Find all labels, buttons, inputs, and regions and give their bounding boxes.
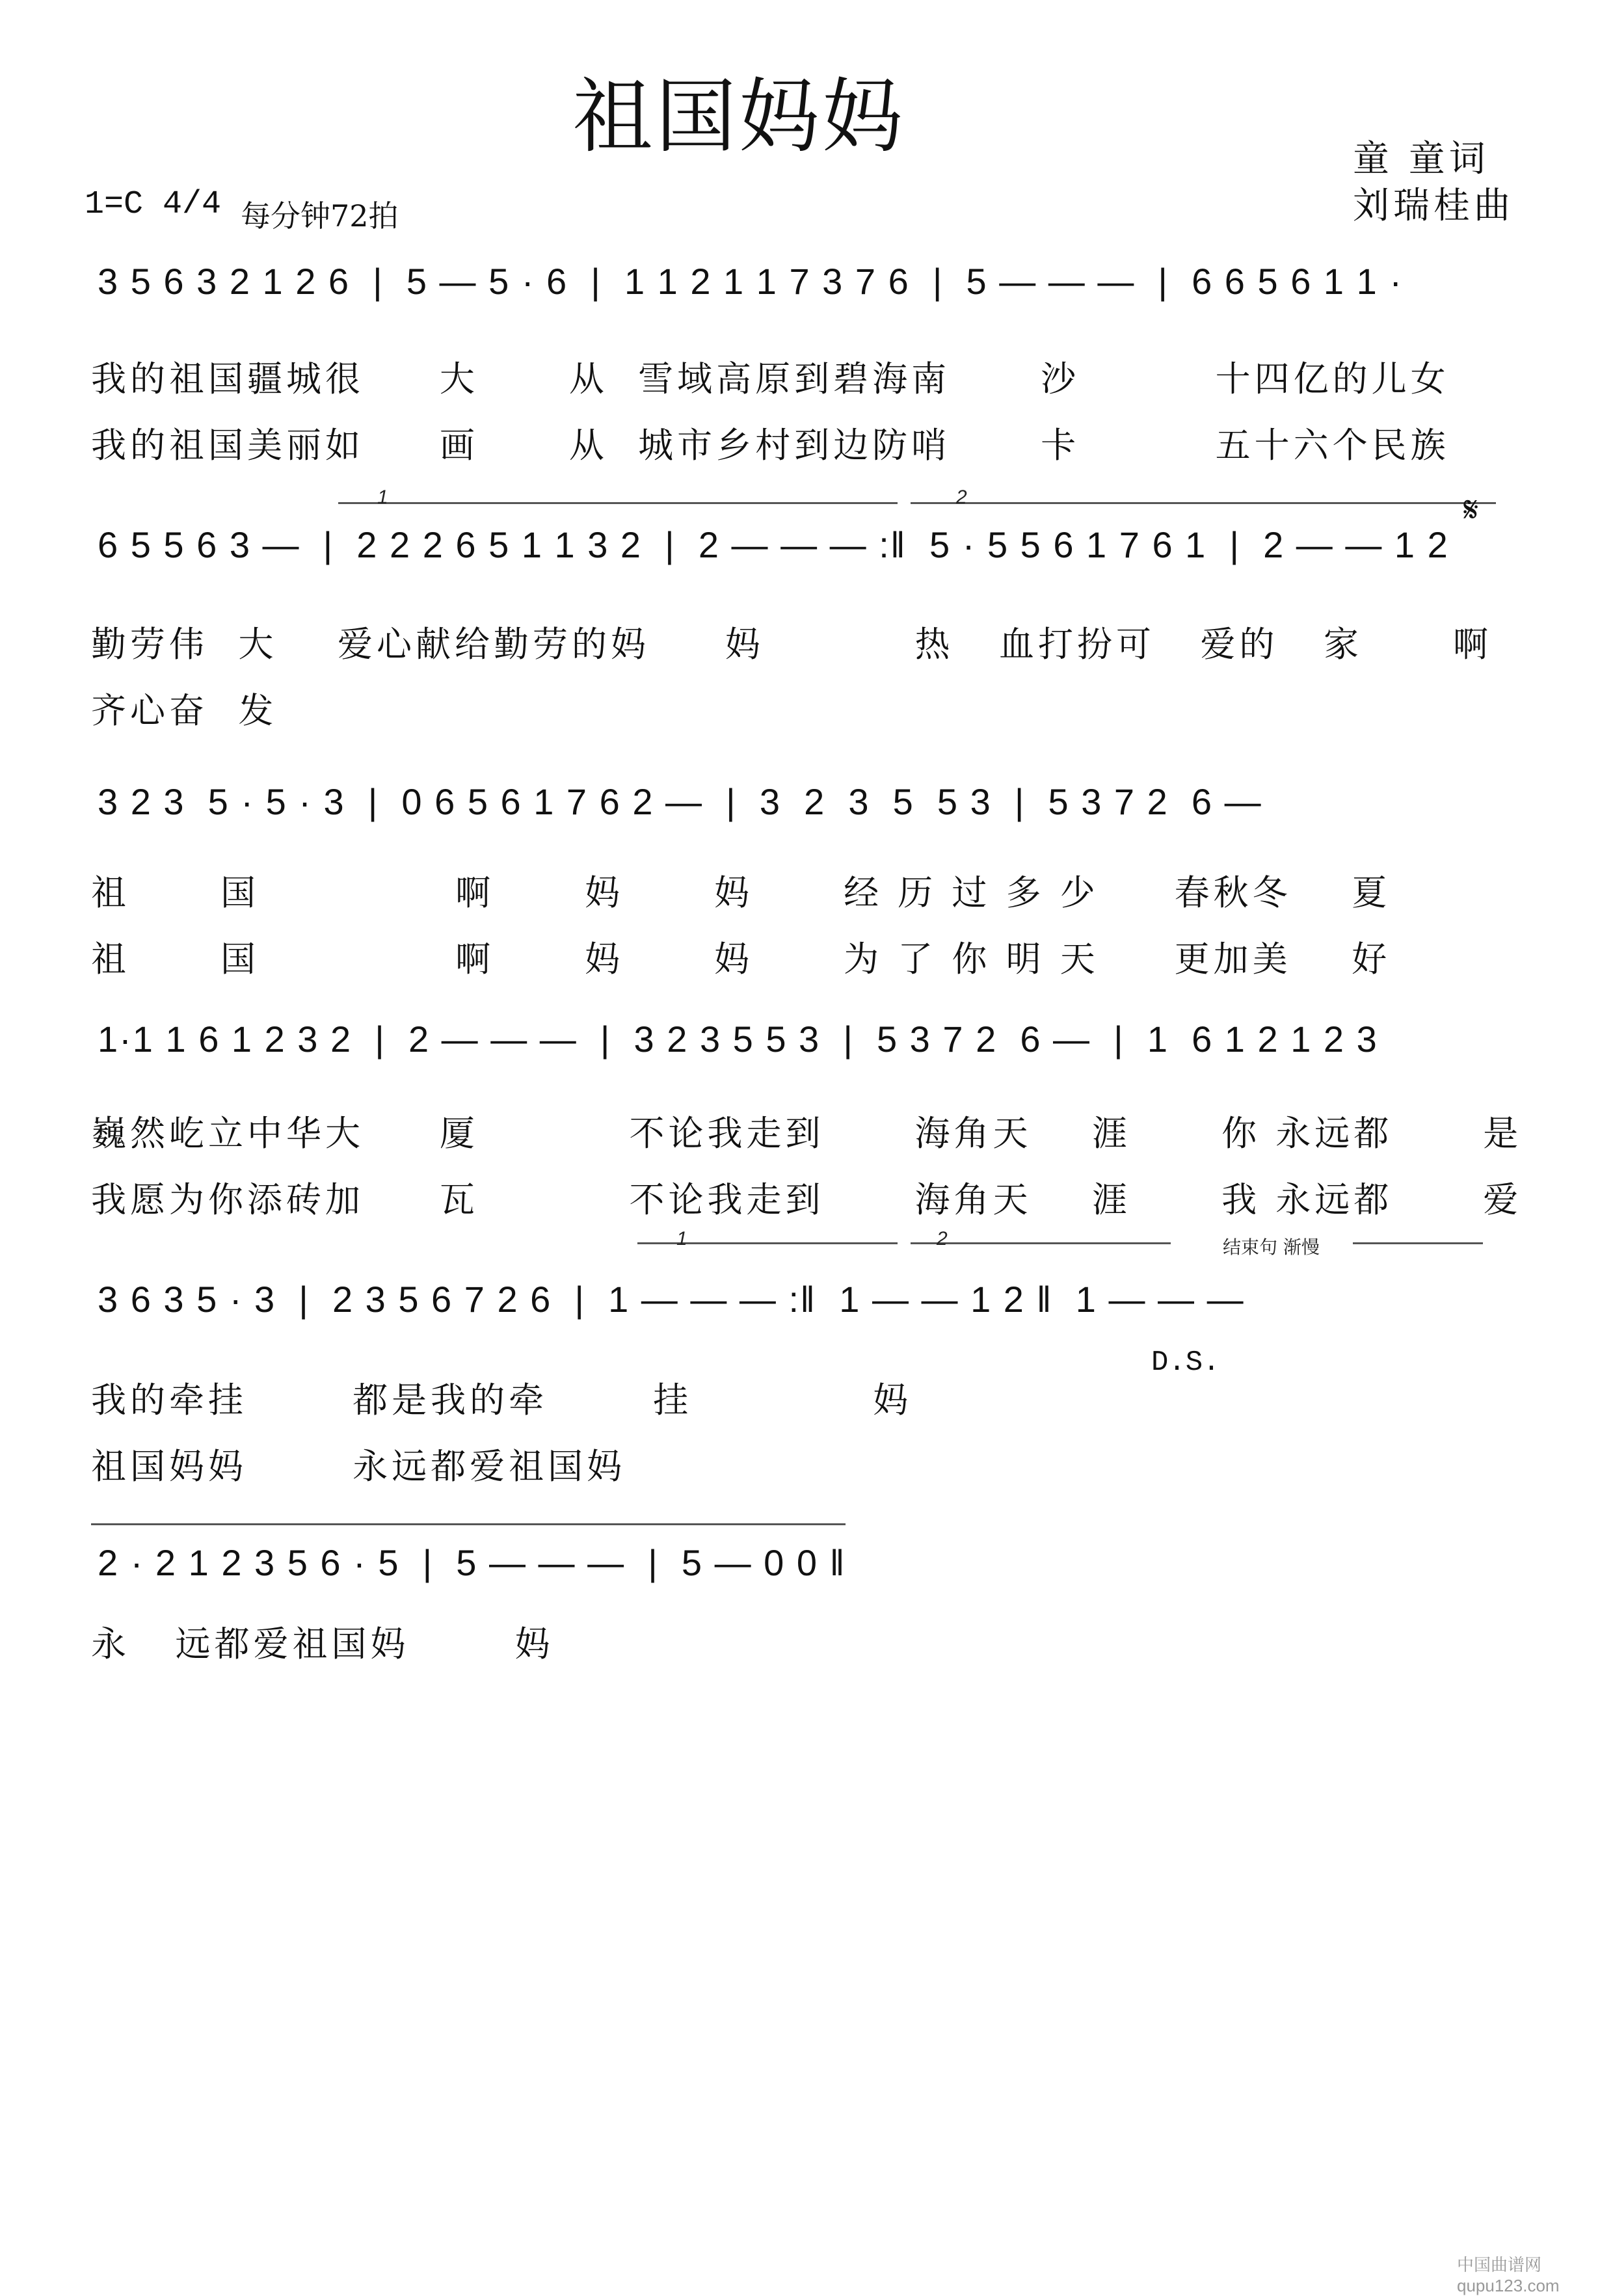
volta-1-label: 1	[377, 487, 388, 508]
composer-credit: 刘瑞桂曲	[1353, 185, 1514, 227]
notation-row-3: 3 2 3 5 · 5 · 3 | 0 6 5 6 1 7 6 2 — | 3 2 3 5 5 3 | 5 3 7 2 6 —	[98, 781, 1262, 822]
watermark: 中国曲谱网 qupu123.com	[1457, 2255, 1560, 2295]
volta-2-label: 2	[956, 487, 967, 508]
ending-note: 结束句 渐慢	[1223, 1236, 1320, 1258]
volta-2-label-row-5: 2	[937, 1228, 948, 1249]
lyrics-row-5-verse-2: 祖国妈妈 永远都爱祖国妈	[91, 1446, 626, 1487]
key-signature: 1=C 4/4	[85, 186, 222, 223]
notation-row-2: 6 5 5 6 3 — | 2 2 2 6 5 1 1 3 2 | 2 — — — :‖ 5 · 5 5 6 1 7 6 1 | 2 — — 1 2	[98, 524, 1449, 565]
lyrics-row-1-verse-1: 我的祖国疆城很 大 从 雪域高原到碧海南 沙 十四亿的儿女	[91, 358, 1450, 399]
lyrics-row-1-verse-2: 我的祖国美丽如 画 从 城市乡村到边防哨 卡 五十六个民族	[91, 425, 1450, 466]
notation-row-5: 3 6 3 5 · 3 | 2 3 5 6 7 2 6 | 1 — — — :‖ 1 — — 1 2 ‖ 1 — — —	[98, 1279, 1245, 1320]
segno-sign: 𝄋	[1463, 489, 1479, 530]
lyrics-row-4-verse-1: 巍然屹立中华大 厦 不论我走到 海角天 涯 你 永远都 是	[91, 1113, 1523, 1154]
ending-bracket-line	[91, 1523, 846, 1525]
notation-row-4: 1·1 1 6 1 2 3 2 | 2 — — — | 3 2 3 5 5 3 | 5 3 7 2 6 — | 1 6 1 2 1 2 3	[98, 1019, 1378, 1060]
lyrics-row-3-verse-1: 祖 国 啊 妈 妈 经 历 过 多 少 春秋冬 夏	[91, 872, 1391, 913]
lyrics-row-6: 永 远都爱祖国妈 妈	[91, 1623, 554, 1664]
ending-line	[1353, 1242, 1483, 1244]
notation-row-1: 3 5 6 3 2 1 2 6 | 5 — 5 · 6 | 1 1 2 1 1 7 3 7 6 | 5 — — — | 6 6 5 6 1 1 ·	[98, 261, 1403, 302]
lyrics-row-2-verse-1: 勤劳伟 大 爱心献给勤劳的妈 妈 热 血打扮可 爱的 家 啊	[91, 624, 1492, 665]
volta-1-label-row-5: 1	[676, 1228, 687, 1249]
lyrics-row-2-verse-2: 齐心奋 发	[91, 690, 278, 731]
tempo-marking: 每分钟72拍	[241, 198, 399, 234]
ds-marking: D.S.	[1151, 1346, 1220, 1379]
lyrics-row-5-verse-1: 我的牵挂 都是我的牵 挂 妈	[91, 1380, 913, 1421]
lyrics-row-4-verse-2: 我愿为你添砖加 瓦 不论我走到 海角天 涯 我 永远都 爱	[91, 1179, 1523, 1220]
volta-1-line	[338, 502, 898, 504]
lyricist-credit: 童 童词	[1353, 138, 1489, 180]
volta-2-line	[911, 502, 1496, 504]
volta-2-line-row-5	[911, 1242, 1171, 1244]
song-title: 祖国妈妈	[572, 70, 906, 164]
lyrics-row-3-verse-2: 祖 国 啊 妈 妈 为 了 你 明 天 更加美 好	[91, 939, 1391, 980]
notation-row-6: 2 · 2 1 2 3 5 6 · 5 | 5 — — — | 5 — 0 0 ‖	[98, 1542, 846, 1583]
